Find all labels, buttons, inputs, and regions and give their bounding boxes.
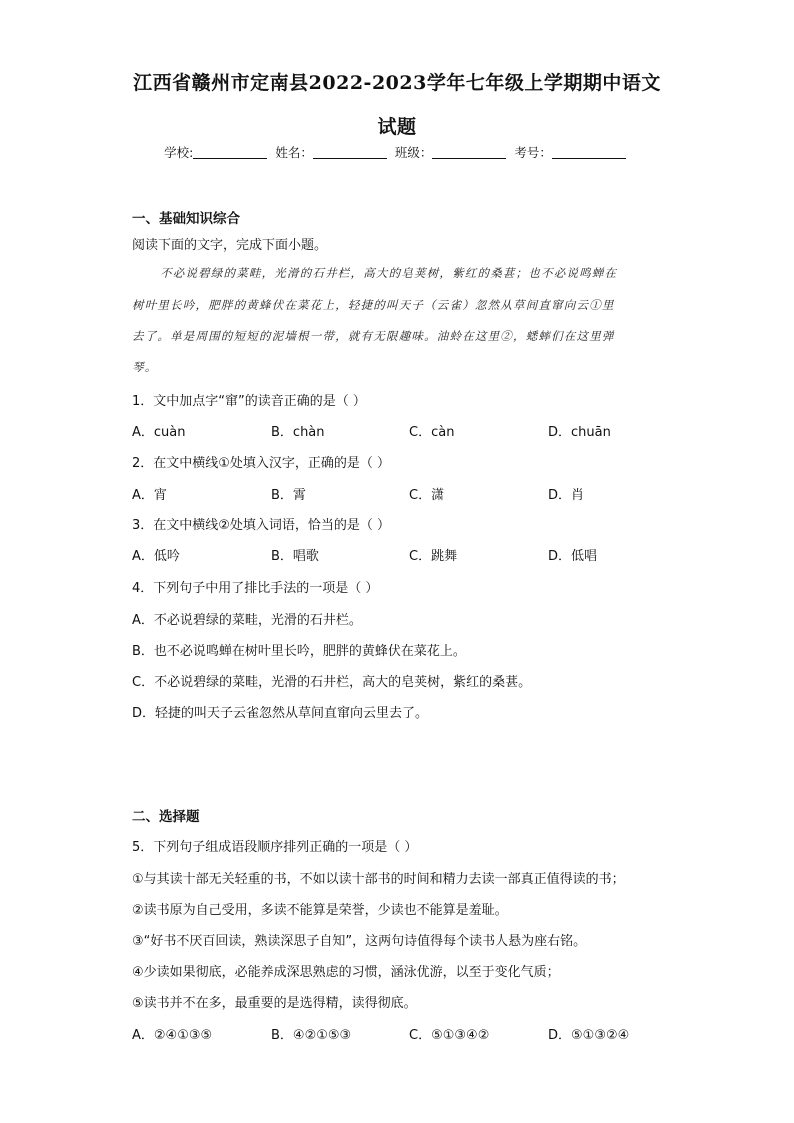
- q5-sentence: ③“好书不厌百回读，熟读深思子自知”，这两句诗值得每个读书人悬为座右铭。: [132, 934, 587, 949]
- school-blank[interactable]: [193, 146, 267, 159]
- name-blank[interactable]: [313, 146, 387, 159]
- q4-option-a[interactable]: A．不必说碧绿的菜畦，光滑的石井栏。: [132, 613, 362, 628]
- number-label: 考号：: [514, 145, 552, 160]
- student-info-row: [0, 143, 794, 161]
- q1-option-a[interactable]: A．cuàn: [132, 425, 186, 440]
- class-label: 班级：: [394, 145, 433, 160]
- q5-option-c[interactable]: C．⑤①③④②: [409, 1028, 490, 1043]
- q4-option-b[interactable]: B．也不必说鸣蝉在树叶里长吟，肥胖的黄蜂伏在菜花上。: [132, 644, 466, 659]
- q1-option-b[interactable]: B．chàn: [271, 425, 325, 440]
- passage-line: 去了。单是周围的短短的泥墙根一带，就有无限趣味。油蛉在这里②，蟋蟀们在这里弹: [132, 329, 615, 343]
- q5-sentence: ②读书原为自己受用，多读不能算是荣誉，少读也不能算是羞耻。: [132, 903, 508, 918]
- question-1: 1．文中加点字“窜”的读音正确的是（ ）: [132, 394, 366, 409]
- question-5: 5．下列句子组成语段顺序排列正确的一项是（ ）: [132, 840, 418, 855]
- q2-option-a[interactable]: A．宵: [132, 488, 167, 503]
- q3-option-c[interactable]: C．跳舞: [409, 549, 458, 564]
- q1-option-c[interactable]: C．càn: [409, 425, 455, 440]
- document-title-continued: 试题: [377, 116, 417, 138]
- question-4: 4．下列句子中用了排比手法的一项是（ ）: [132, 581, 379, 596]
- reading-instruction: 阅读下面的文字，完成下面小题。: [132, 238, 328, 253]
- school-label: 学校:: [164, 145, 194, 160]
- q5-option-a[interactable]: A．②④①③⑤: [132, 1028, 213, 1043]
- q3-option-a[interactable]: A．低吟: [132, 549, 180, 564]
- section-heading-2: 二、选择题: [132, 809, 200, 825]
- q5-sentence: ①与其读十部无关轻重的书，不如以读十部书的时间和精力去读一部真正值得读的书；: [132, 872, 625, 887]
- passage-line: 树叶里长吟，肥胖的黄蜂伏在菜花上，轻捷的叫天子（云雀）忽然从草间直窜向云①里: [132, 298, 615, 312]
- q5-sentence: ⑤读书并不在多，最重要的是选得精，读得彻底。: [132, 996, 417, 1011]
- class-blank[interactable]: [432, 146, 506, 159]
- q1-option-d[interactable]: D．chuān: [548, 425, 611, 440]
- q3-option-d[interactable]: D．低唱: [548, 549, 598, 564]
- q2-option-d[interactable]: D．肖: [548, 488, 585, 503]
- q5-option-d[interactable]: D．⑤①③②④: [548, 1028, 630, 1043]
- q3-option-b[interactable]: B．唱歌: [271, 549, 319, 564]
- q5-sentence: ④少读如果彻底，必能养成深思熟虑的习惯，涵泳优游，以至于变化气质；: [132, 965, 560, 980]
- section-heading-1: 一、基础知识综合: [132, 211, 240, 227]
- question-3: 3．在文中横线②处填入词语，恰当的是（ ）: [132, 518, 391, 533]
- passage-line: 不必说碧绿的菜畦，光滑的石井栏，高大的皂荚树，紫红的桑葚；也不必说鸣蝉在: [160, 266, 618, 280]
- q4-option-c[interactable]: C．不必说碧绿的菜畦，光滑的石井栏，高大的皂荚树，紫红的桑葚。: [132, 675, 532, 690]
- name-label: 姓名：: [275, 145, 313, 160]
- question-2: 2．在文中横线①处填入汉字，正确的是（ ）: [132, 456, 391, 471]
- passage-line: 琴。: [132, 360, 158, 374]
- q4-option-d[interactable]: D．轻捷的叫天子云雀忽然从草间直窜向云里去了。: [132, 706, 429, 721]
- q2-option-b[interactable]: B．霄: [271, 488, 306, 503]
- q5-option-b[interactable]: B．④②①⑤③: [271, 1028, 352, 1043]
- number-blank[interactable]: [552, 146, 626, 159]
- q2-option-c[interactable]: C．潇: [409, 488, 445, 503]
- document-title: 江西省赣州市定南县2022-2023学年七年级上学期期中语文: [133, 72, 661, 94]
